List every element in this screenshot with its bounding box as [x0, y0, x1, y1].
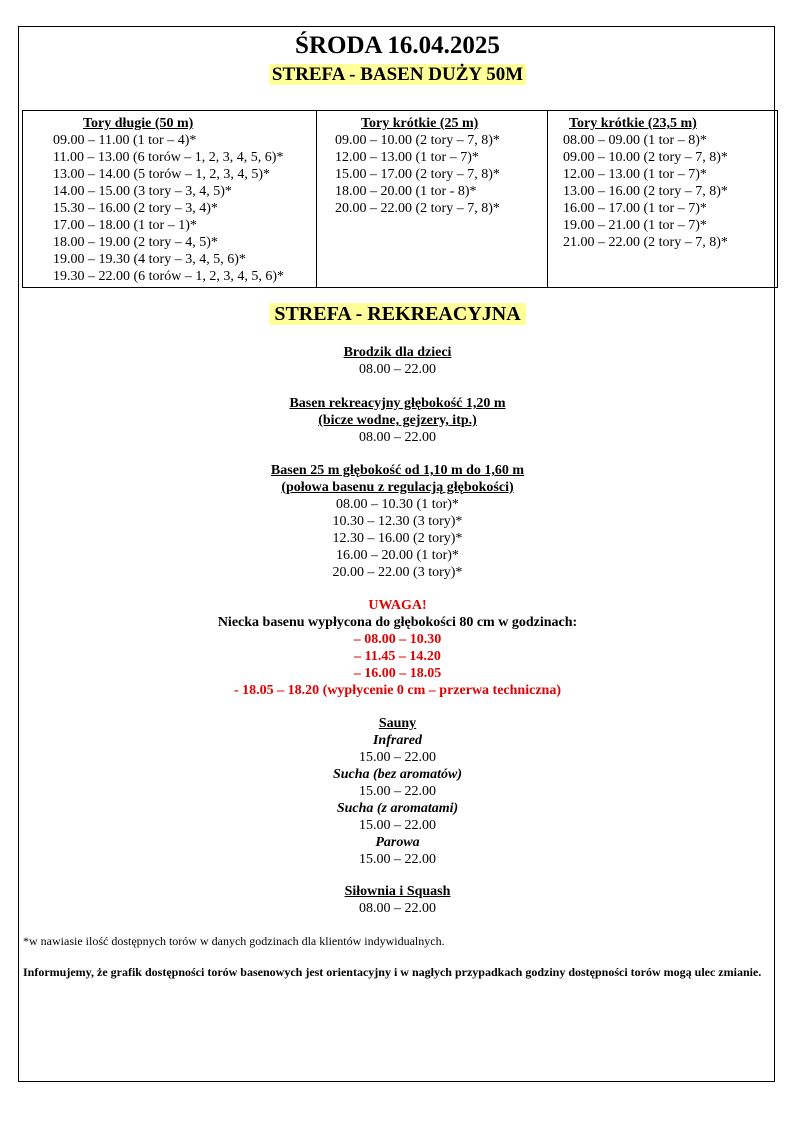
- lane-row: 15.30 – 16.00 (2 tory – 3, 4)*: [53, 201, 218, 216]
- lane-row: 08.00 – 09.00 (1 tor – 8)*: [563, 133, 707, 148]
- warning-label: UWAGA!: [368, 598, 427, 613]
- shallow-time: – 08.00 – 10.30: [353, 632, 442, 647]
- column-heading: Tory długie (50 m): [83, 116, 194, 131]
- gym-section: [0, 883, 795, 917]
- pool25-row: 08.00 – 10.30 (1 tor)*: [336, 497, 459, 512]
- pool25-row: 10.30 – 12.30 (3 tory)*: [332, 514, 463, 529]
- sauna-hours: 15.00 – 22.00: [359, 784, 436, 799]
- lane-row: 12.00 – 13.00 (1 tor – 7)*: [563, 167, 707, 182]
- pool25-row: 20.00 – 22.00 (3 tory)*: [332, 565, 463, 580]
- lane-row: 19.30 – 22.00 (6 torów – 1, 2, 3, 4, 5, 6)*: [53, 269, 284, 284]
- zone-title-big-pool: STREFA - BASEN DUŻY 50M: [269, 64, 526, 85]
- shallow-time: – 16.00 – 18.05: [353, 666, 442, 681]
- rec-pool-hours: 08.00 – 22.00: [359, 430, 436, 445]
- lane-row: 09.00 – 10.00 (2 tory – 7, 8)*: [335, 133, 500, 148]
- saunas-section: [0, 715, 795, 868]
- lane-row: 09.00 – 11.00 (1 tor – 4)*: [53, 133, 197, 148]
- kids-pool-section: [0, 344, 795, 378]
- subtitle-wrapper: [0, 63, 795, 87]
- sauna-hours: 15.00 – 22.00: [359, 818, 436, 833]
- rec-pool-section: [0, 395, 795, 446]
- kids-pool-heading: Brodzik dla dzieci: [343, 345, 452, 360]
- lane-row: 14.00 – 15.00 (3 tory – 3, 4, 5)*: [53, 184, 232, 199]
- pool25-row: 12.30 – 16.00 (2 tory)*: [332, 531, 463, 546]
- page-title: ŚRODA 16.04.2025: [295, 32, 500, 59]
- warning-section: [0, 597, 795, 699]
- pool25-row: 16.00 – 20.00 (1 tor)*: [336, 548, 459, 563]
- lane-row: 19.00 – 19.30 (4 tory – 3, 4, 5, 6)*: [53, 252, 246, 267]
- lane-row: 12.00 – 13.00 (1 tor – 7)*: [335, 150, 479, 165]
- lane-row: 13.00 – 14.00 (5 torów – 1, 2, 3, 4, 5)*: [53, 167, 270, 182]
- lane-row: 21.00 – 22.00 (2 tory – 7, 8)*: [563, 235, 728, 250]
- technical-break: - 18.05 – 18.20 (wypłycenie 0 cm – przerwa techniczna): [234, 683, 561, 698]
- shallow-time: – 11.45 – 14.20: [354, 649, 441, 664]
- sauna-name: Sucha (z aromatami): [336, 801, 459, 816]
- lane-row: 16.00 – 17.00 (1 tor – 7)*: [563, 201, 707, 216]
- gym-hours: 08.00 – 22.00: [359, 901, 436, 916]
- lane-row: 18.00 – 20.00 (1 tor - 8)*: [335, 184, 477, 199]
- sauna-hours: 15.00 – 22.00: [359, 852, 436, 867]
- lane-row: 15.00 – 17.00 (2 tory – 7, 8)*: [335, 167, 500, 182]
- column-heading: Tory krótkie (23,5 m): [569, 116, 697, 131]
- pool25-section: [0, 462, 795, 581]
- warning-text: Niecka basenu wypłycona do głębokości 80 cm w godzinach:: [217, 615, 578, 630]
- gym-heading: Siłownia i Squash: [344, 884, 451, 899]
- sauna-hours: 15.00 – 22.00: [359, 750, 436, 765]
- lane-row: 20.00 – 22.00 (2 tory – 7, 8)*: [335, 201, 500, 216]
- lane-row: 13.00 – 16.00 (2 tory – 7, 8)*: [563, 184, 728, 199]
- sauna-name: Parowa: [375, 835, 420, 850]
- lane-row: 11.00 – 13.00 (6 torów – 1, 2, 3, 4, 5, 6)*: [53, 150, 284, 165]
- zone-title-recreation: STREFA - REKREACYJNA: [269, 303, 525, 325]
- saunas-heading: Sauny: [378, 716, 417, 731]
- recreation-title-wrapper: [0, 301, 795, 327]
- lanes-column-short-25: [317, 111, 548, 288]
- sauna-name: Infrared: [372, 733, 422, 748]
- lane-row: 18.00 – 19.00 (2 tory – 4, 5)*: [53, 235, 218, 250]
- lane-row: 09.00 – 10.00 (2 tory – 7, 8)*: [563, 150, 728, 165]
- pool25-subheading: (połowa basenu z regulacją głębokości): [281, 480, 514, 495]
- kids-pool-hours: 08.00 – 22.00: [359, 362, 436, 377]
- sauna-name: Sucha (bez aromatów): [332, 767, 463, 782]
- lanes-column-short-23-5: [548, 111, 778, 288]
- rec-pool-heading: Basen rekreacyjny głębokość 1,20 m: [289, 396, 506, 411]
- lane-row: 17.00 – 18.00 (1 tor – 1)*: [53, 218, 197, 233]
- lanes-table: [22, 110, 778, 288]
- rec-pool-subheading: (bicze wodne, gejzery, itp.): [318, 413, 477, 428]
- lanes-column-long: [23, 111, 317, 288]
- lane-row: 19.00 – 21.00 (1 tor – 7)*: [563, 218, 707, 233]
- column-heading: Tory krótkie (25 m): [361, 116, 479, 131]
- footer-disclaimer: Informujemy, że grafik dostępności torów basenowych jest orientacyjny i w nagłych przypadkach godziny dostępności torów mogą ulec zmianie.: [23, 965, 762, 979]
- pool25-heading: Basen 25 m głębokość od 1,10 m do 1,60 m: [270, 463, 525, 478]
- footnote-lanes: *w nawiasie ilość dostępnych torów w danych godzinach dla klientów indywidualnych.: [23, 934, 445, 948]
